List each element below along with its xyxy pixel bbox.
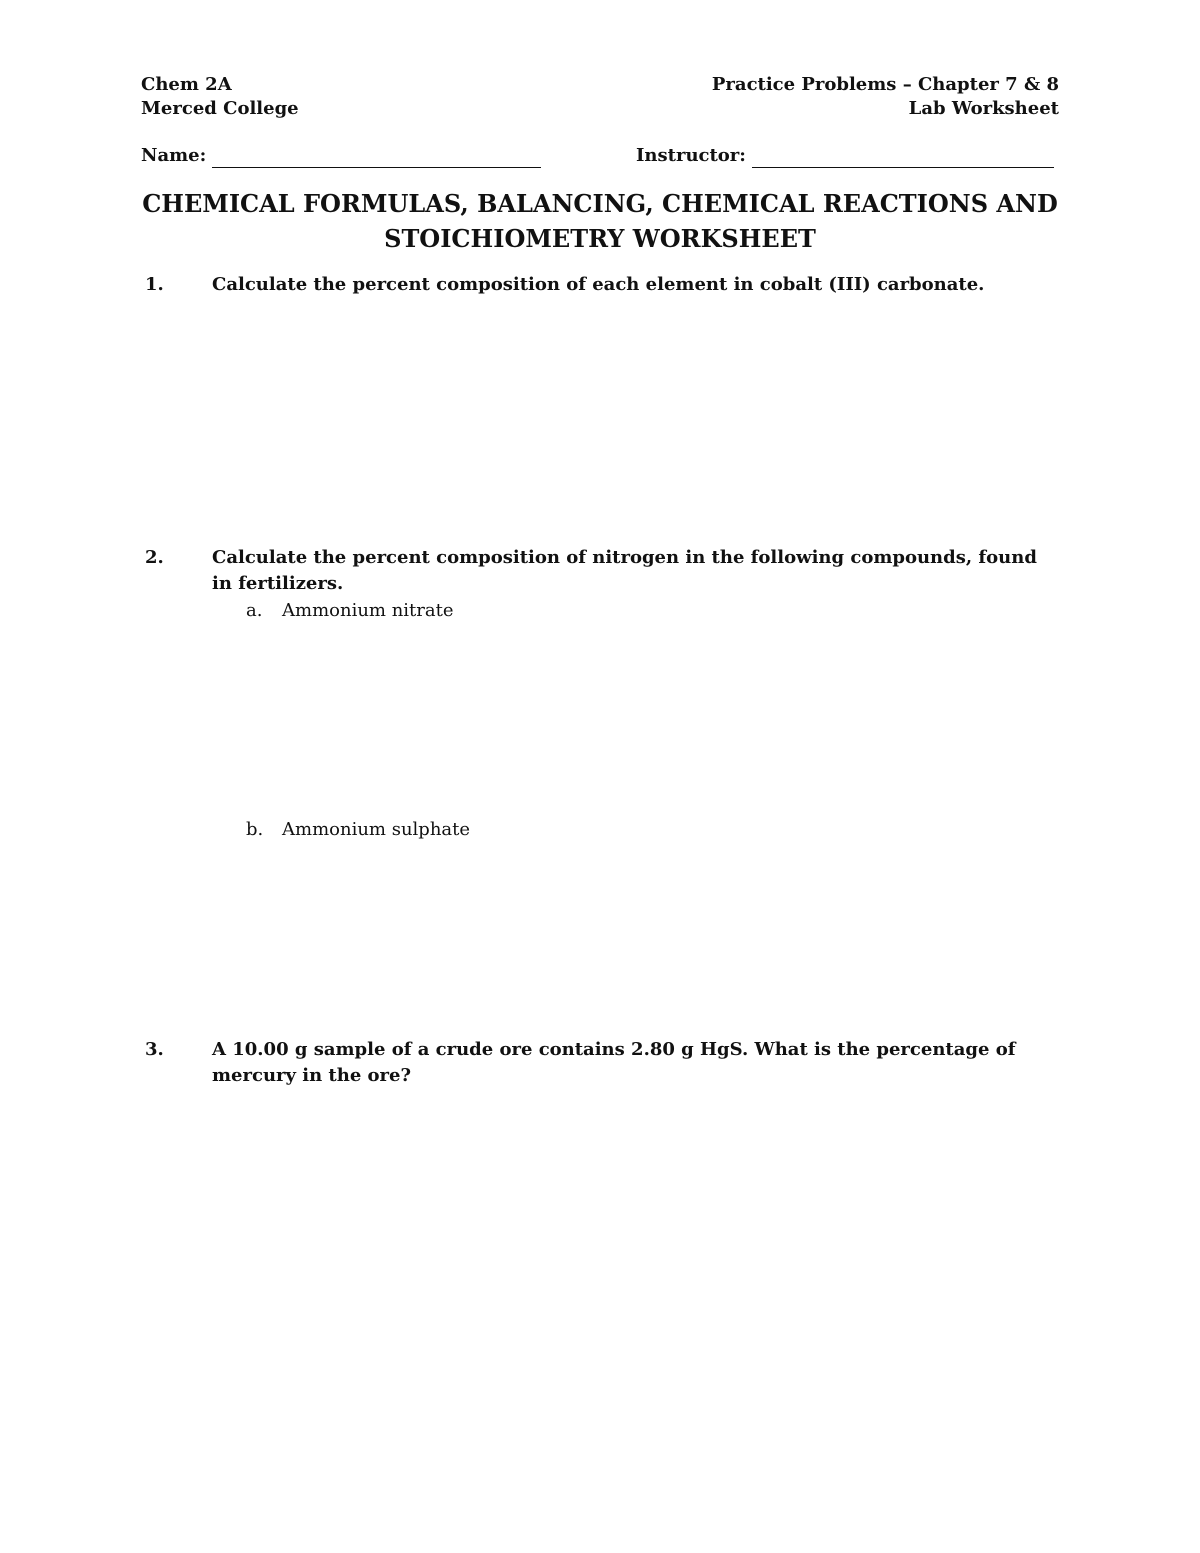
worksheet-title bbox=[100, 186, 1100, 256]
part-letter: b. bbox=[246, 819, 264, 840]
name-field bbox=[141, 144, 541, 168]
part-letter: a. bbox=[246, 600, 263, 621]
header-right bbox=[712, 73, 1059, 121]
title-line-2: STOICHIOMETRY WORKSHEET bbox=[384, 224, 816, 253]
college-name: Merced College bbox=[141, 98, 299, 119]
title-line-1: CHEMICAL FORMULAS, BALANCING, CHEMICAL REACTIONS AND bbox=[142, 189, 1058, 218]
question-3 bbox=[141, 1037, 1061, 1089]
instructor-blank-line[interactable] bbox=[752, 149, 1054, 168]
question-1 bbox=[141, 272, 1061, 298]
question-text: A 10.00 g sample of a crude ore contains 2.80 g HgS. What is the percentage of mercury in the ore? bbox=[212, 1039, 1016, 1086]
question-2-part-a bbox=[246, 598, 454, 624]
question-text: Calculate the percent composition of nitrogen in the following compounds, found in fertilizers. bbox=[212, 547, 1037, 594]
practice-title: Practice Problems – Chapter 7 & 8 bbox=[711, 74, 1059, 95]
instructor-field bbox=[636, 144, 1054, 168]
question-2-part-b bbox=[246, 817, 470, 843]
part-text: Ammonium sulphate bbox=[282, 819, 471, 840]
question-number: 2. bbox=[145, 547, 164, 568]
course-name: Chem 2A bbox=[141, 74, 232, 95]
question-number: 3. bbox=[145, 1039, 164, 1060]
name-label: Name: bbox=[141, 145, 207, 166]
question-2 bbox=[141, 545, 1061, 597]
question-text: Calculate the percent composition of each element in cobalt (III) carbonate. bbox=[212, 274, 985, 295]
instructor-label: Instructor: bbox=[636, 145, 746, 166]
question-number: 1. bbox=[145, 274, 164, 295]
name-blank-line[interactable] bbox=[212, 149, 541, 168]
worksheet-type: Lab Worksheet bbox=[908, 98, 1059, 119]
header-left bbox=[141, 73, 299, 121]
part-text: Ammonium nitrate bbox=[282, 600, 454, 621]
